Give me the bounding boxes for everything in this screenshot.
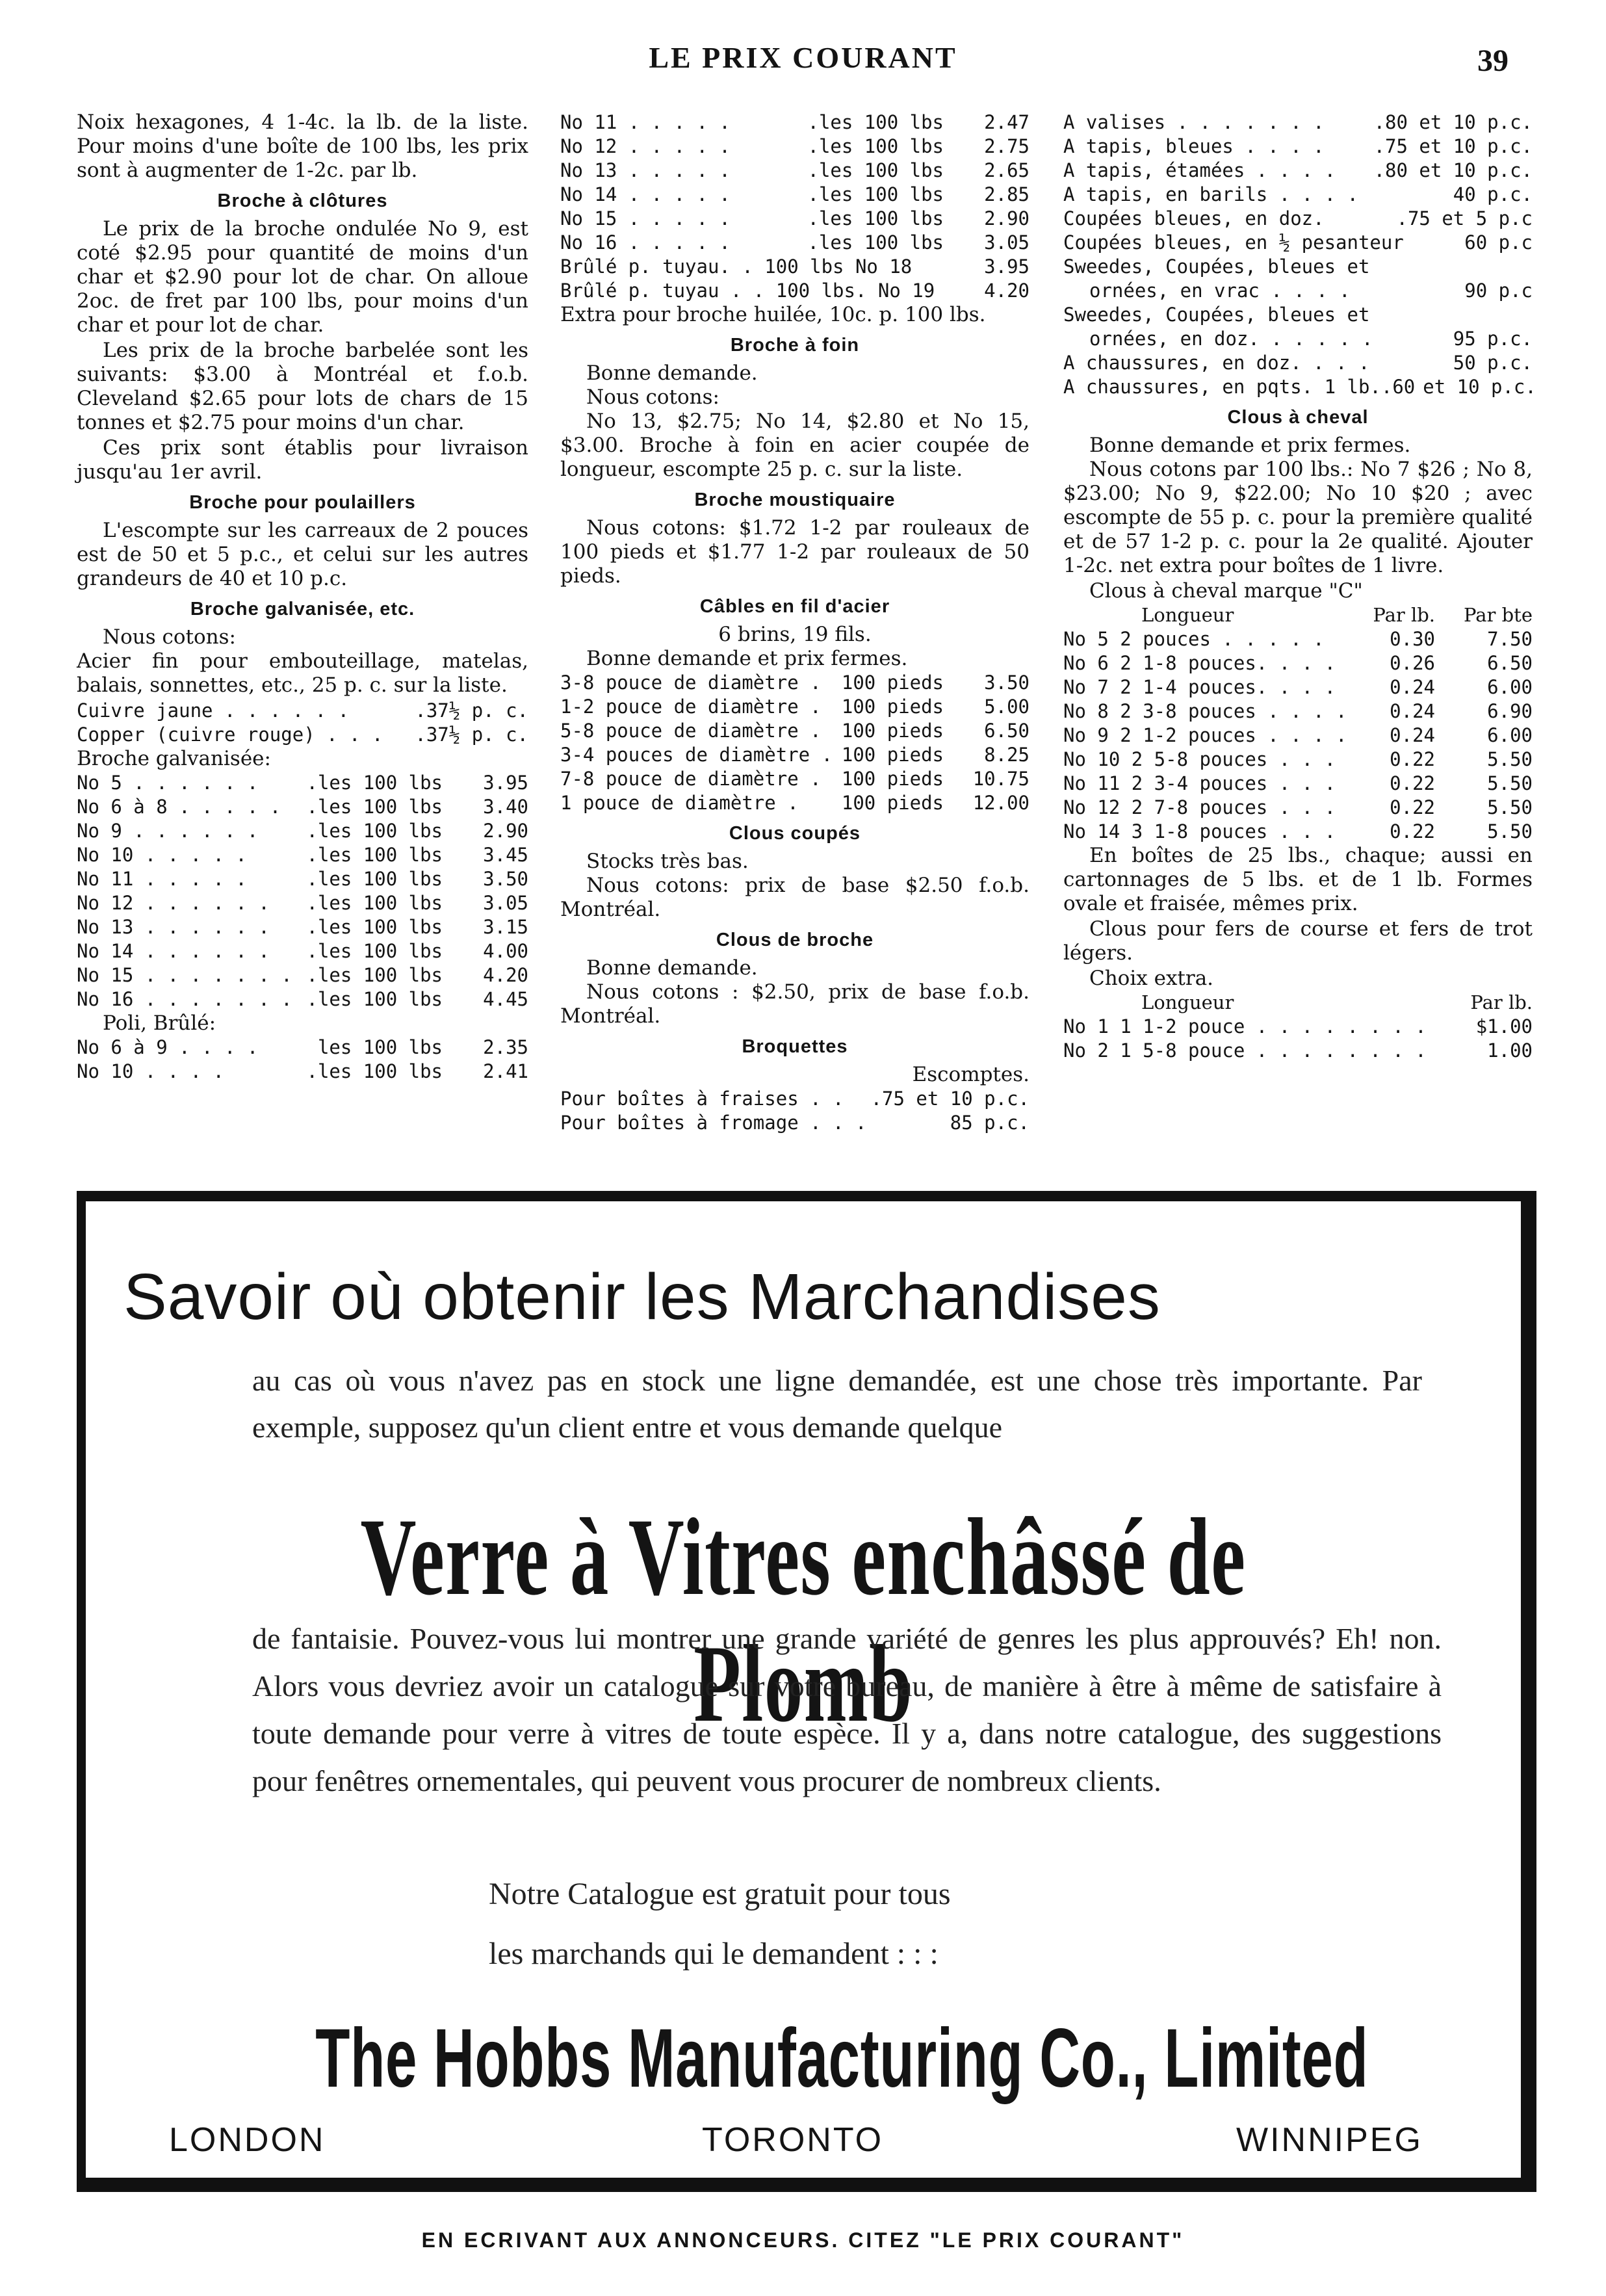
moustiquaire-paragraph: Nous cotons: $1.72 1-2 par rouleaux de 100 pieds et $1.77 1-2 par rouleaux de 50 pieds. (560, 516, 1030, 588)
row-unit: .les 100 lbs (306, 868, 443, 890)
row-price: 2.90 (483, 820, 528, 842)
price-row (560, 255, 1030, 279)
row-label: No 6 2 1-8 pouces. . . . (1063, 652, 1336, 674)
row-par-lb: 0.22 (1390, 796, 1435, 818)
price-row (560, 791, 1030, 815)
row-unit: .les 100 lbs (306, 916, 443, 938)
ad-offer-line-1: Notre Catalogue est gratuit pour tous (489, 1877, 951, 1911)
row-label: No 6 à 9 . . . . (77, 1036, 259, 1058)
price-row (77, 891, 528, 915)
section-heading-clous-broche: Clous de broche (716, 930, 874, 950)
row-price: 2.35 (483, 1036, 528, 1058)
price-row (77, 939, 528, 963)
row-value: 85 p.c. (950, 1112, 1030, 1134)
row-par-lb: 0.22 (1390, 772, 1435, 794)
column-2 (560, 111, 1030, 1135)
row-label: No 14 . . . . . . (77, 940, 270, 962)
ad-city-winnipeg: WINNIPEG (1236, 2121, 1423, 2159)
row-label: No 15 . . . . . . . (77, 964, 292, 986)
row-price: 4.20 (483, 964, 528, 986)
row-value: et 10 p.c. (1423, 376, 1536, 398)
row-label: No 12 . . . . . . (77, 892, 270, 914)
row-unit: 100 pieds (841, 720, 944, 742)
price-row (560, 135, 1030, 159)
header-longueur: Longueur (1141, 991, 1234, 1013)
row-label: Brûlé p. tuyau . . 100 lbs. No 19 (560, 280, 935, 302)
row-unit: .les 100 lbs (807, 207, 944, 229)
ad-city-toronto: TORONTO (702, 2121, 884, 2159)
row-par-lb: 0.30 (1390, 628, 1435, 650)
nous-cotons: Nous cotons: (103, 625, 236, 649)
price-row (77, 1036, 528, 1060)
choix-table-header (1063, 991, 1533, 1015)
ad-company-name: The Hobbs Manufacturing Co., Limited (315, 2012, 1369, 2105)
section-heading-cables: Câbles en fil d'acier (699, 596, 890, 617)
price-row (560, 767, 1030, 791)
row-unit: les 100 lbs (317, 1036, 443, 1058)
coupes-stocks: Stocks très bas. (586, 850, 749, 873)
row-unit: .les 100 lbs (807, 231, 944, 254)
row-label: No 10 . . . . . (77, 844, 247, 866)
row-price: 3.15 (483, 916, 528, 938)
row-label: Pour boîtes à fraises . . (560, 1088, 844, 1110)
price-row (1063, 351, 1533, 375)
row-value: .75 et 10 p.c. (1373, 135, 1533, 157)
row-unit: .les 100 lbs (306, 988, 443, 1010)
row-label: 5-8 pouce de diamètre . (560, 720, 822, 742)
broquettes-list (560, 1087, 1030, 1135)
price-row (1063, 279, 1533, 303)
table-row (1063, 699, 1533, 724)
row-price: 2.47 (984, 111, 1030, 133)
broche-price-list (560, 111, 1030, 303)
row-value: .37½ p. c. (415, 724, 528, 746)
row-value: 95 p.c. (1453, 328, 1533, 350)
coupes-paragraph: Nous cotons: prix de base $2.50 f.o.b. Montréal. (560, 874, 1030, 921)
cheval-demand: Bonne demande et prix fermes. (1089, 434, 1411, 457)
header-longueur: Longueur (1141, 604, 1234, 626)
cables-subhead: 6 brins, 19 fils. (718, 623, 872, 646)
row-price: 3.50 (984, 672, 1030, 694)
price-row (1063, 327, 1533, 351)
row-label: No 1 1 1-2 pouce . . . . . . . . (1063, 1015, 1427, 1037)
row-par-lb: 0.22 (1390, 748, 1435, 770)
clous-broche-demand: Bonne demande. (586, 956, 758, 980)
table-row (1063, 651, 1533, 675)
price-row (77, 843, 528, 867)
row-value: 60 p.c (1464, 231, 1533, 254)
cuivre-list (77, 699, 528, 747)
row-price: 3.45 (483, 844, 528, 866)
cheval-table-header (1063, 603, 1533, 627)
row-par-lb: 0.22 (1390, 820, 1435, 842)
row-label: A chaussures, en doz. . . . (1063, 352, 1370, 374)
galvanisee-label: Broche galvanisée: (77, 747, 271, 770)
row-unit: 100 pieds (841, 696, 944, 718)
section-heading-poulaillers: Broche pour poulaillers (189, 492, 416, 513)
row-unit: .les 100 lbs (807, 135, 944, 157)
row-label: A tapis, en barils . . . . (1063, 183, 1358, 205)
price-row (77, 699, 528, 723)
price-row (1063, 303, 1533, 327)
table-row (1063, 1015, 1533, 1039)
row-label: No 10 . . . . (77, 1060, 224, 1082)
price-row (560, 1087, 1030, 1111)
row-label: 3-8 pouce de diamètre . (560, 672, 822, 694)
page-number: 39 (1477, 44, 1509, 78)
row-par-bte: 5.50 (1487, 748, 1533, 770)
hobbs-advertisement (77, 1191, 1536, 2192)
row-price: 4.45 (483, 988, 528, 1010)
cables-price-list (560, 671, 1030, 815)
row-label: 3-4 pouces de diamètre . (560, 744, 833, 766)
extra-huilee: Extra pour broche huilée, 10c. p. 100 lbs. (560, 303, 986, 326)
acier-paragraph: Acier fin pour embouteillage, matelas, balais, sonnettes, etc., 25 p. c. sur la liste. (77, 649, 528, 697)
row-label: No 16 . . . . . (560, 231, 731, 254)
row-label: No 13 . . . . . . (77, 916, 270, 938)
section-heading-clotures: Broche à clôtures (217, 190, 388, 211)
table-row (1063, 627, 1533, 651)
row-value: .75 et 5 p.c (1396, 207, 1533, 229)
row-label: Brûlé p. tuyau. . 100 lbs No 18 (560, 255, 913, 278)
row-unit: .les 100 lbs (306, 940, 443, 962)
row-label: Copper (cuivre rouge) . . . (77, 724, 383, 746)
ad-body: de fantaisie. Pouvez-vous lui montrer une grande variété de genres les plus approuvés? Eh! non. Alors vous devriez avoir un catalogue sur votre bureau, de manière à être à même de satisfaire à toute demande pour verre à vitres de toute espèce. Il y a, dans notre catalogue, des suggestions pour fenêtres ornementales, qui peuvent vous procurer de nombreux clients. (252, 1622, 1442, 1797)
price-row (560, 671, 1030, 695)
row-par-bte: 5.50 (1487, 772, 1533, 794)
row-value: 1.00 (1487, 1039, 1533, 1062)
row-price: 10.75 (972, 768, 1030, 790)
row-label: Coupées bleues, en ½ pesanteur (1063, 231, 1404, 254)
boites-paragraph: En boîtes de 25 lbs., chaque; aussi en cartonnages de 5 lbs. et de 1 lb. Formes ovale et fraisée, mêmes prix. (1063, 844, 1533, 915)
table-row (1063, 796, 1533, 820)
choix-table (1063, 1015, 1533, 1063)
price-row (1063, 231, 1533, 255)
poli-price-list (77, 1036, 528, 1084)
row-price: 2.65 (984, 159, 1030, 181)
cheval-marque: Clous à cheval marque "C" (1089, 579, 1363, 603)
row-label: Pour boîtes à fromage . . . (560, 1112, 867, 1134)
foin-nous: Nous cotons: (586, 385, 719, 409)
price-row (560, 743, 1030, 767)
poulaillers-paragraph: L'escompte sur les carreaux de 2 pouces est de 50 et 5 p.c., et celui sur les autres grandeurs de 40 et 10 p.c. (77, 519, 528, 590)
row-par-lb: 0.24 (1390, 676, 1435, 698)
section-heading-galvanisee: Broche galvanisée, etc. (190, 599, 415, 620)
header-par-lb: Par lb. (1373, 604, 1435, 626)
foin-demand: Bonne demande. (586, 361, 758, 385)
running-title: LE PRIX COURANT (649, 41, 957, 74)
fers-paragraph: Clous pour fers de course et fers de trot légers. (1063, 917, 1533, 965)
section-heading-moustiquaire: Broche moustiquaire (694, 489, 896, 510)
row-value: .80 et 10 p.c. (1373, 159, 1533, 181)
row-price: 4.20 (984, 280, 1030, 302)
section-heading-broquettes: Broquettes (742, 1036, 848, 1057)
row-unit: 100 pieds (841, 744, 944, 766)
section-heading-clous-cheval: Clous à cheval (1227, 407, 1369, 428)
price-row (560, 695, 1030, 719)
row-unit: .les 100 lbs (807, 183, 944, 205)
row-unit: 100 pieds (841, 768, 944, 790)
price-row (1063, 183, 1533, 207)
price-row (560, 231, 1030, 255)
row-label: 1 pouce de diamètre . (560, 792, 799, 814)
row-label: No 10 2 5-8 pouces . . . (1063, 748, 1336, 770)
row-label: No 11 . . . . . (560, 111, 731, 133)
price-row (560, 159, 1030, 183)
row-price: 3.95 (984, 255, 1030, 278)
price-row (77, 819, 528, 843)
row-label: No 8 2 3-8 pouces . . . . (1063, 700, 1347, 722)
row-unit: 100 pieds (841, 672, 944, 694)
row-price: 5.00 (984, 696, 1030, 718)
row-par-bte: 5.50 (1487, 796, 1533, 818)
row-unit: .les 100 lbs (306, 772, 443, 794)
row-price: 6.50 (984, 720, 1030, 742)
row-par-bte: 6.90 (1487, 700, 1533, 722)
price-row (560, 279, 1030, 303)
row-label: No 9 . . . . . . (77, 820, 259, 842)
row-label: 1-2 pouce de diamètre . (560, 696, 822, 718)
row-par-lb: 0.24 (1390, 700, 1435, 722)
row-price: 8.25 (984, 744, 1030, 766)
row-label: No 13 . . . . . (560, 159, 731, 181)
clous-broche-paragraph: Nous cotons : $2.50, prix de base f.o.b. Montréal. (560, 980, 1030, 1028)
ad-headline: Savoir où obtenir les Marchandises (123, 1260, 1161, 1333)
price-row (560, 183, 1030, 207)
table-row (1063, 772, 1533, 796)
row-value: 50 p.c. (1453, 352, 1533, 374)
cheval-table (1063, 627, 1533, 844)
row-label: No 7 2 1-4 pouces. . . . (1063, 676, 1336, 698)
poli-label: Poli, Brûlé: (103, 1011, 216, 1035)
row-label: ornées, en vrac . . . . (1089, 280, 1351, 302)
row-price: 2.85 (984, 183, 1030, 205)
ad-offer-line-2: les marchands qui le demandent : : : (489, 1937, 939, 1971)
price-row (560, 111, 1030, 135)
row-label: No 14 3 1-8 pouces . . . (1063, 820, 1336, 842)
row-par-lb: 0.26 (1390, 652, 1435, 674)
ad-offer (489, 1864, 1204, 1984)
row-label: Sweedes, Coupées, bleues et (1063, 255, 1370, 278)
header-par-lb: Par lb. (1470, 991, 1533, 1013)
row-price: 3.40 (483, 796, 528, 818)
section-heading-clous-coupes: Clous coupés (729, 823, 861, 844)
cheval-paragraph: Nous cotons par 100 lbs.: No 7 $26 ; No 8, $23.00; No 9, $22.00; No 10 $20 ; avec escompte de 55 p. c. pour la première qualité et de 57 1-2 p. c. pour la 2e qualité. Ajouter 1-2c. net extra pour boîtes de 1 livre. (1063, 458, 1533, 577)
row-price: 3.05 (984, 231, 1030, 254)
price-row (77, 771, 528, 795)
row-unit: .les 100 lbs (306, 820, 443, 842)
price-row (1063, 135, 1533, 159)
row-value: 40 p.c. (1453, 183, 1533, 205)
row-value: .37½ p. c. (415, 699, 528, 722)
broquettes-types-list (1063, 111, 1536, 399)
row-label: Cuivre jaune . . . . . . (77, 699, 350, 722)
row-label: No 5 2 pouces . . . . . (1063, 628, 1325, 650)
row-label: No 16 . . . . . . . (77, 988, 292, 1010)
row-unit: 100 pieds (841, 792, 944, 814)
row-label: A tapis, étamées . . . . (1063, 159, 1336, 181)
page-footer: EN ECRIVANT AUX ANNONCEURS. CITEZ "LE PRIX COURANT" (421, 2228, 1185, 2252)
row-par-bte: 6.00 (1487, 724, 1533, 746)
row-price: 4.00 (483, 940, 528, 962)
cables-demand: Bonne demande et prix fermes. (586, 647, 908, 670)
row-value: $1.00 (1475, 1015, 1533, 1037)
clotures-paragraph-3: Ces prix sont établis pour livraison jusqu'au 1er avril. (77, 436, 528, 484)
price-row (1063, 255, 1533, 279)
row-label: No 5 . . . . . . (77, 772, 259, 794)
row-unit: .les 100 lbs (306, 1060, 443, 1082)
clotures-paragraph-2: Les prix de la broche barbelée sont les suivants: $3.00 à Montréal et f.o.b. Cleveland $2.65 pour lots de chars de 15 tonnes et $2.75 pour moins d'un char. (77, 339, 528, 434)
row-unit: .les 100 lbs (306, 892, 443, 914)
price-row (77, 987, 528, 1011)
row-unit: .les 100 lbs (306, 796, 443, 818)
price-row (560, 719, 1030, 743)
price-row (77, 795, 528, 819)
row-label: No 11 . . . . . (77, 868, 247, 890)
row-price: 2.75 (984, 135, 1030, 157)
row-label: No 9 2 1-2 pouces . . . . (1063, 724, 1347, 746)
row-par-lb: 0.24 (1390, 724, 1435, 746)
table-row (1063, 820, 1533, 844)
price-row (1063, 159, 1533, 183)
row-label: No 11 2 3-4 pouces . . . (1063, 772, 1336, 794)
table-row (1063, 724, 1533, 748)
row-price: 3.95 (483, 772, 528, 794)
row-par-bte: 6.50 (1487, 652, 1533, 674)
foin-paragraph: No 13, $2.75; No 14, $2.80 et No 15, $3.00. Broche à foin en acier coupée de longueur, escompte 25 p. c. sur la liste. (560, 410, 1030, 481)
row-label: A valises . . . . . . . (1063, 111, 1325, 133)
table-row (1063, 675, 1533, 699)
row-value: .75 et 10 p.c. (870, 1088, 1030, 1110)
header-par-bte: Par bte (1464, 604, 1533, 626)
table-row (1063, 748, 1533, 772)
row-price: 12.00 (972, 792, 1030, 814)
row-label: A chaussures, en pqts. 1 lb..60 (1063, 376, 1416, 398)
price-row (1063, 375, 1536, 399)
row-par-bte: 5.50 (1487, 820, 1533, 842)
ad-city-london: LONDON (169, 2121, 326, 2159)
column-3 (1063, 111, 1536, 1063)
price-row (77, 963, 528, 987)
price-row (77, 867, 528, 891)
row-label: No 15 . . . . . (560, 207, 731, 229)
row-par-bte: 7.50 (1487, 628, 1533, 650)
noix-paragraph: Noix hexagones, 4 1-4c. la lb. de la liste. Pour moins d'une boîte de 100 lbs, les prix sont à augmenter de 1-2c. par lb. (77, 111, 528, 182)
row-label: A tapis, bleues . . . . (1063, 135, 1325, 157)
row-par-bte: 6.00 (1487, 676, 1533, 698)
row-label: No 12 2 7-8 pouces . . . (1063, 796, 1336, 818)
price-row (560, 207, 1030, 231)
clotures-paragraph-1: Le prix de la broche ondulée No 9, est coté $2.95 pour quantité de moins d'un char et $2.90 pour lot de char. On alloue 2oc. de fret par 100 lbs, pour moins d'un char et pour lot de char. (77, 217, 528, 337)
row-label: 7-8 pouce de diamètre . (560, 768, 822, 790)
row-label: Coupées bleues, en doz. (1063, 207, 1325, 229)
escomptes-label: Escomptes. (912, 1063, 1030, 1086)
row-unit: .les 100 lbs (306, 844, 443, 866)
row-price: 2.90 (984, 207, 1030, 229)
row-label: Sweedes, Coupées, bleues et (1063, 304, 1370, 326)
section-heading-foin: Broche à foin (730, 335, 860, 356)
table-row (1063, 1039, 1533, 1063)
ad-product-title: Verre à Vitres enchâssé de Plomb (360, 1496, 1247, 1745)
choix-extra: Choix extra. (1089, 967, 1214, 990)
row-label: No 12 . . . . . (560, 135, 731, 157)
row-price: 3.50 (483, 868, 528, 890)
row-label: No 14 . . . . . (560, 183, 731, 205)
row-unit: .les 100 lbs (807, 111, 944, 133)
row-price: 3.05 (483, 892, 528, 914)
galvanisee-price-list (77, 771, 528, 1011)
row-unit: .les 100 lbs (306, 964, 443, 986)
row-price: 2.41 (483, 1060, 528, 1082)
price-row (77, 723, 528, 747)
ad-intro: au cas où vous n'avez pas en stock une ligne demandée, est une chose très importante. Par exemple, supposez qu'un client entre et vous demande quelque (252, 1364, 1422, 1444)
row-unit: .les 100 lbs (807, 159, 944, 181)
price-row (1063, 111, 1533, 135)
price-row (77, 1060, 528, 1084)
price-row (1063, 207, 1533, 231)
row-label: No 2 1 5-8 pouce . . . . . . . . (1063, 1039, 1427, 1062)
row-label: No 6 à 8 . . . . . (77, 796, 281, 818)
column-1 (77, 111, 528, 1084)
row-value: 90 p.c (1464, 280, 1533, 302)
row-label: ornées, en doz. . . . . . (1089, 328, 1373, 350)
price-row (560, 1111, 1030, 1135)
price-row (77, 915, 528, 939)
row-value: .80 et 10 p.c. (1373, 111, 1533, 133)
